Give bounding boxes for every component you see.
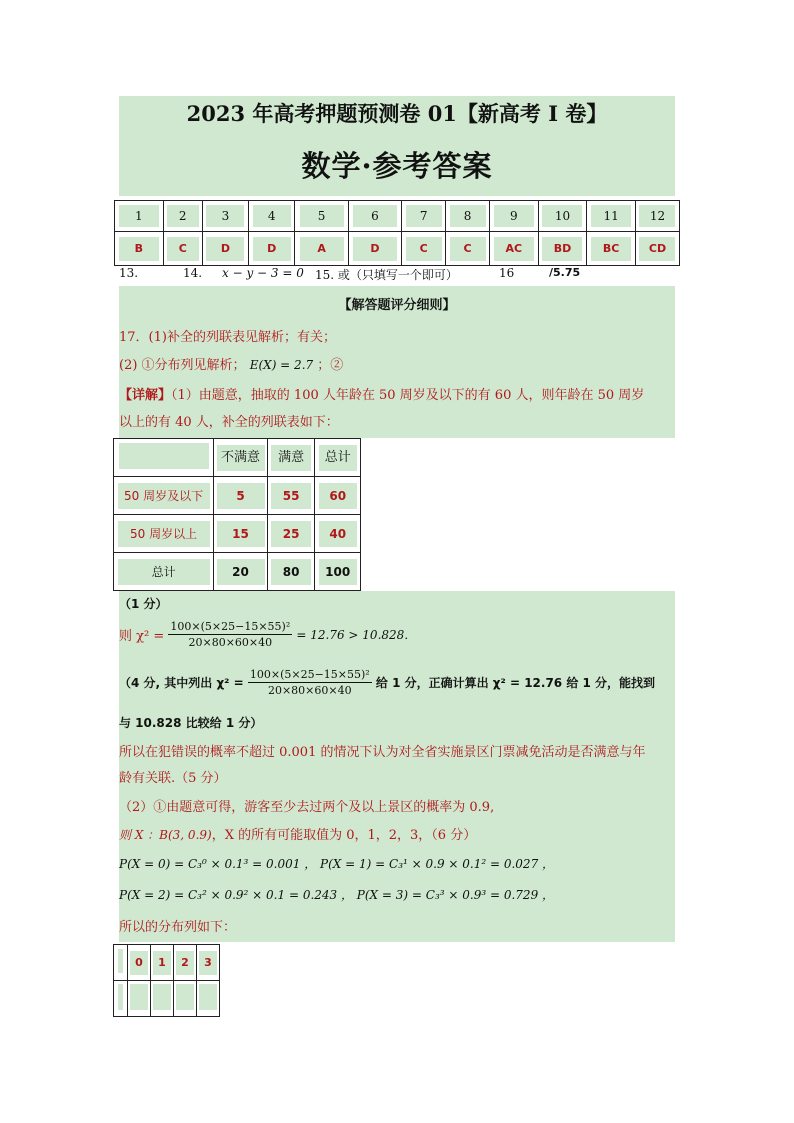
answer-number: 4 (249, 201, 295, 232)
table-cell: 5 (214, 477, 268, 515)
detail-text-1: （1）由题意，抽取的 100 人年龄在 50 周岁及以下的有 60 人，则年龄在 50 周岁 (171, 388, 645, 403)
score-note (119, 668, 655, 697)
chi-numerator: 100×(5×25−15×55)² (170, 620, 291, 633)
answer-number: 9 (490, 201, 539, 232)
q13-label: 13. (119, 266, 139, 280)
table-cell: 60 (315, 477, 361, 515)
possible-values: ，X 的所有可能取值为 0，1，2，3，（6 分） (211, 828, 477, 843)
dist-prob-cell (128, 981, 151, 1017)
answer-letter: D (348, 232, 401, 266)
table-row (114, 553, 361, 591)
note-denominator: 20×80×60×40 (267, 684, 352, 697)
answer-number: 3 (202, 201, 248, 232)
conclusion-line1: 所以在犯错误的概率不超过 0.001 的情况下认为对全省实施景区门票减免活动是否满意与年 (119, 745, 646, 760)
answer-letter: BC (587, 232, 636, 266)
note-prefix: （4 分, 其中列出 χ² = (119, 676, 244, 690)
answer-letter: A (295, 232, 348, 266)
dist-prob-cell (174, 981, 197, 1017)
q17-part2 (119, 354, 343, 373)
answer-letter: CD (635, 232, 679, 266)
contingency-table (113, 438, 361, 591)
distribution-intro: 所以的分布列如下： (119, 920, 237, 935)
q15-label: 15. 或（只填写一个即可） (315, 268, 458, 282)
answer-number: 1 (115, 201, 164, 232)
table-row-label: 50 周岁及以下 (114, 477, 214, 515)
table-cell: 55 (267, 477, 315, 515)
q17-expectation: E(X) = 2.7 (249, 358, 314, 372)
q17-part2-prefix: (2) ①分布列见解析； (119, 358, 246, 373)
binomial-dist: 则 X ：B(3, 0.9) (119, 828, 212, 842)
table-row-label: 总计 (114, 553, 214, 591)
answer-number: 11 (587, 201, 636, 232)
answer-letter: B (115, 232, 164, 266)
table-cell: 80 (267, 553, 315, 591)
dist-prob-cell (114, 981, 128, 1017)
q17-detail-line2: 以上的有 40 人，补全的列联表如下： (119, 415, 339, 430)
q16-answer: /5.75 (549, 266, 581, 279)
table-header-cell: 不满意 (214, 439, 268, 477)
probability-line1: P(X = 0) = C₃⁰ × 0.1³ = 0.001 ， P(X = 1) = C₃¹ × 0.9 × 0.1² = 0.027 ， (119, 857, 555, 871)
detail-label: 【详解】 (119, 388, 172, 403)
dist-value: 3 (197, 945, 220, 981)
conclusion-line2: 龄有关联.（5 分） (119, 771, 227, 786)
answer-letter: BD (538, 232, 587, 266)
answer-letter: C (402, 232, 446, 266)
q17-detail-line1 (119, 384, 644, 403)
probability-line2: P(X = 2) = C₃² × 0.9² × 0.1 = 0.243 ， P(X = 3) = C₃³ × 0.9³ = 0.729 ， (119, 888, 555, 902)
table-cell: 100 (315, 553, 361, 591)
table-header-cell (114, 439, 214, 477)
answer-letter: D (249, 232, 295, 266)
dist-header-cell (114, 945, 128, 981)
score-note-line2: 与 10.828 比较给 1 分） (119, 716, 263, 730)
table-cell: 15 (214, 515, 268, 553)
exam-title: 2023 年高考押题预测卷 01【新高考 I 卷】 (186, 101, 608, 126)
answer-key-title: 数学·参考答案 (301, 149, 493, 183)
chi-denominator: 20×80×60×40 (188, 636, 273, 649)
table-cell: 20 (214, 553, 268, 591)
chi-prefix: 则 χ² = (119, 629, 165, 644)
answer-number: 12 (635, 201, 679, 232)
note-suffix: 给 1 分，正确计算出 χ² = 12.76 给 1 分，能找到 (375, 676, 656, 690)
part2-line2 (119, 824, 476, 843)
score-1: （1 分） (119, 597, 168, 611)
answer-number: 5 (295, 201, 348, 232)
table-row (114, 515, 361, 553)
table-row-label: 50 周岁以上 (114, 515, 214, 553)
answer-letter: C (163, 232, 202, 266)
q17-part1-text: 17．(1)补全的列联表见解析；有关； (119, 330, 336, 345)
table-header-cell: 满意 (267, 439, 315, 477)
dist-prob-cell (151, 981, 174, 1017)
chi-result: = 12.76 > 10.828． (296, 628, 417, 642)
dist-value: 0 (128, 945, 151, 981)
answer-letter: AC (490, 232, 539, 266)
q14-label: 14. (183, 266, 203, 280)
distribution-table (113, 944, 220, 1017)
answer-number: 10 (538, 201, 587, 232)
chi-fraction (168, 620, 292, 649)
q16-label: 16 (499, 266, 515, 280)
answer-number: 6 (348, 201, 401, 232)
section-title: 【解答题评分细则】 (338, 298, 456, 313)
part2-line1: （2）①由题意可得，游客至少去过两个及以上景区的概率为 0.9, (119, 800, 495, 815)
note-numerator: 100×(5×25−15×55)² (249, 668, 370, 681)
answer-letter: C (446, 232, 490, 266)
chi-square-formula (119, 620, 416, 649)
q17-part2-suffix: ；② (317, 358, 344, 373)
answer-letter: D (202, 232, 248, 266)
answer-number: 7 (402, 201, 446, 232)
table-cell: 40 (315, 515, 361, 553)
dist-value: 1 (151, 945, 174, 981)
answer-grid (114, 200, 680, 266)
dist-prob-cell (197, 981, 220, 1017)
note-fraction (248, 668, 372, 697)
table-row (114, 477, 361, 515)
q17-part1 (119, 326, 336, 345)
dist-value: 2 (174, 945, 197, 981)
answer-number: 8 (446, 201, 490, 232)
table-header-cell: 总计 (315, 439, 361, 477)
table-cell: 25 (267, 515, 315, 553)
q14-answer: x − y − 3 = 0 (222, 266, 304, 280)
answer-number: 2 (163, 201, 202, 232)
